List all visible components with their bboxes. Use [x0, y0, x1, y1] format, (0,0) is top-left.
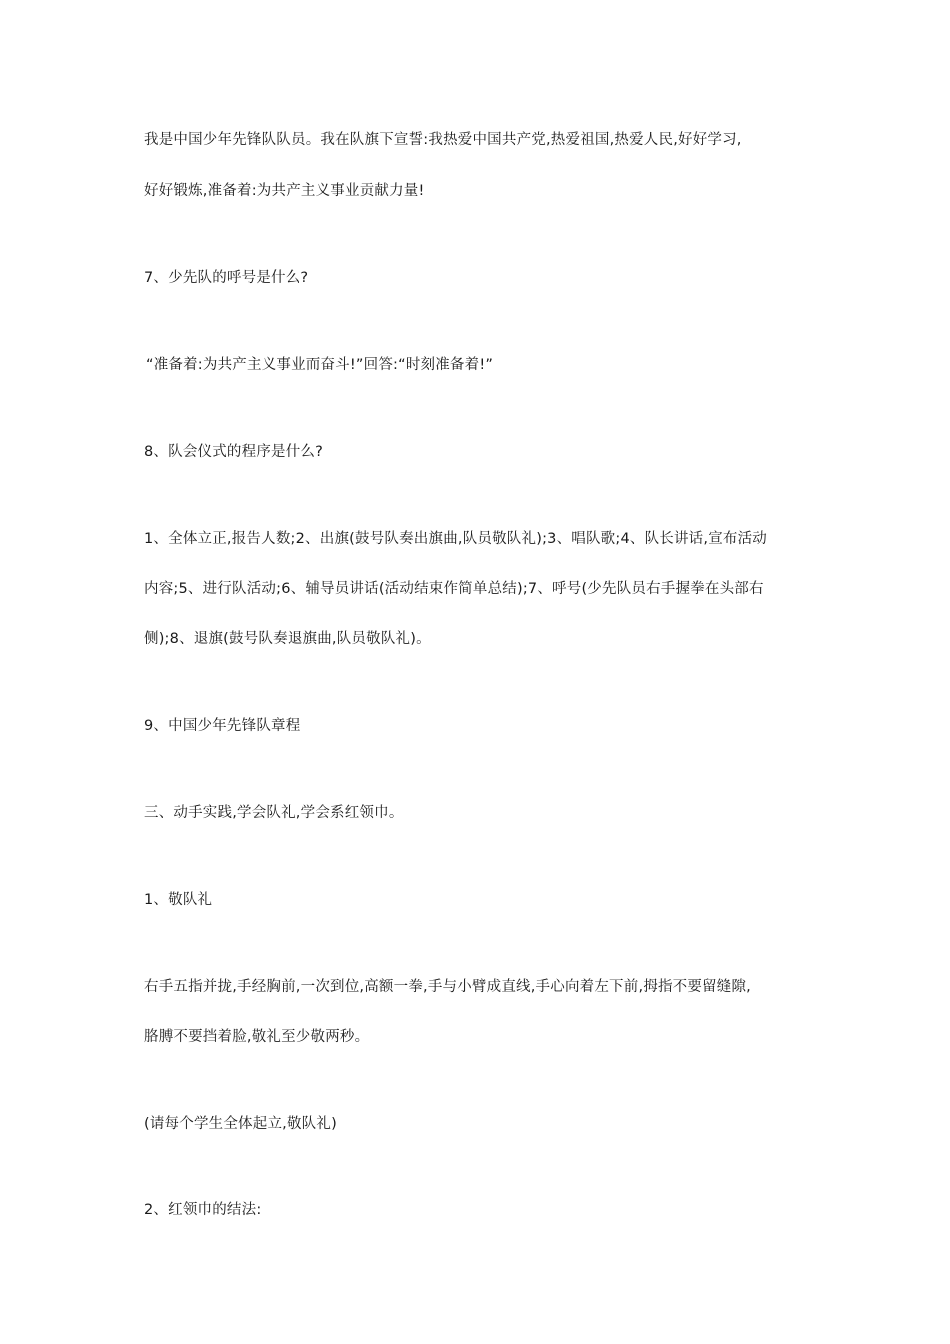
salute-description-line-2: 胳膊不要挡着脸,敬礼至少敬两秒。 [144, 1029, 370, 1045]
ceremony-procedure-line-2: 内容;5、进行队活动;6、辅导员讲话(活动结束作简单总结);7、呼号(少先队员右手握拳在头部右 [144, 581, 764, 597]
ceremony-procedure-line-3: 侧);8、退旗(鼓号队奏退旗曲,队员敬队礼)。 [144, 631, 431, 647]
question-7-answer: “准备着:为共产主义事业而奋斗!”回答:“时刻准备着!” [146, 357, 494, 373]
ceremony-procedure-line-1: 1、全体立正,报告人数;2、出旗(鼓号队奏出旗曲,队员敬队礼);3、唱队歌;4、队长讲话,宣布活动 [144, 531, 767, 547]
section-3-heading: 三、动手实践,学会队礼,学会系红领巾。 [144, 805, 404, 821]
oath-text-line-1: 我是中国少年先锋队队员。我在队旗下宣誓:我热爱中国共产党,热爱祖国,热爱人民,好好学习, [144, 132, 742, 148]
item-9-heading: 9、中国少年先锋队章程 [144, 718, 301, 734]
question-7-heading: 7、少先队的呼号是什么? [144, 270, 309, 286]
salute-description-line-1: 右手五指并拢,手经胸前,一次到位,高额一拳,手与小臂成直线,手心向着左下前,拇指不要留缝隙, [144, 979, 751, 995]
red-scarf-knot-heading: 2、红领巾的结法: [144, 1202, 262, 1218]
oath-text-line-2: 好好锻炼,准备着:为共产主义事业贡献力量! [144, 183, 425, 199]
question-8-heading: 8、队会仪式的程序是什么? [144, 444, 324, 460]
salute-instruction-note: (请每个学生全体起立,敬队礼) [144, 1116, 337, 1132]
salute-heading: 1、敬队礼 [144, 892, 213, 908]
